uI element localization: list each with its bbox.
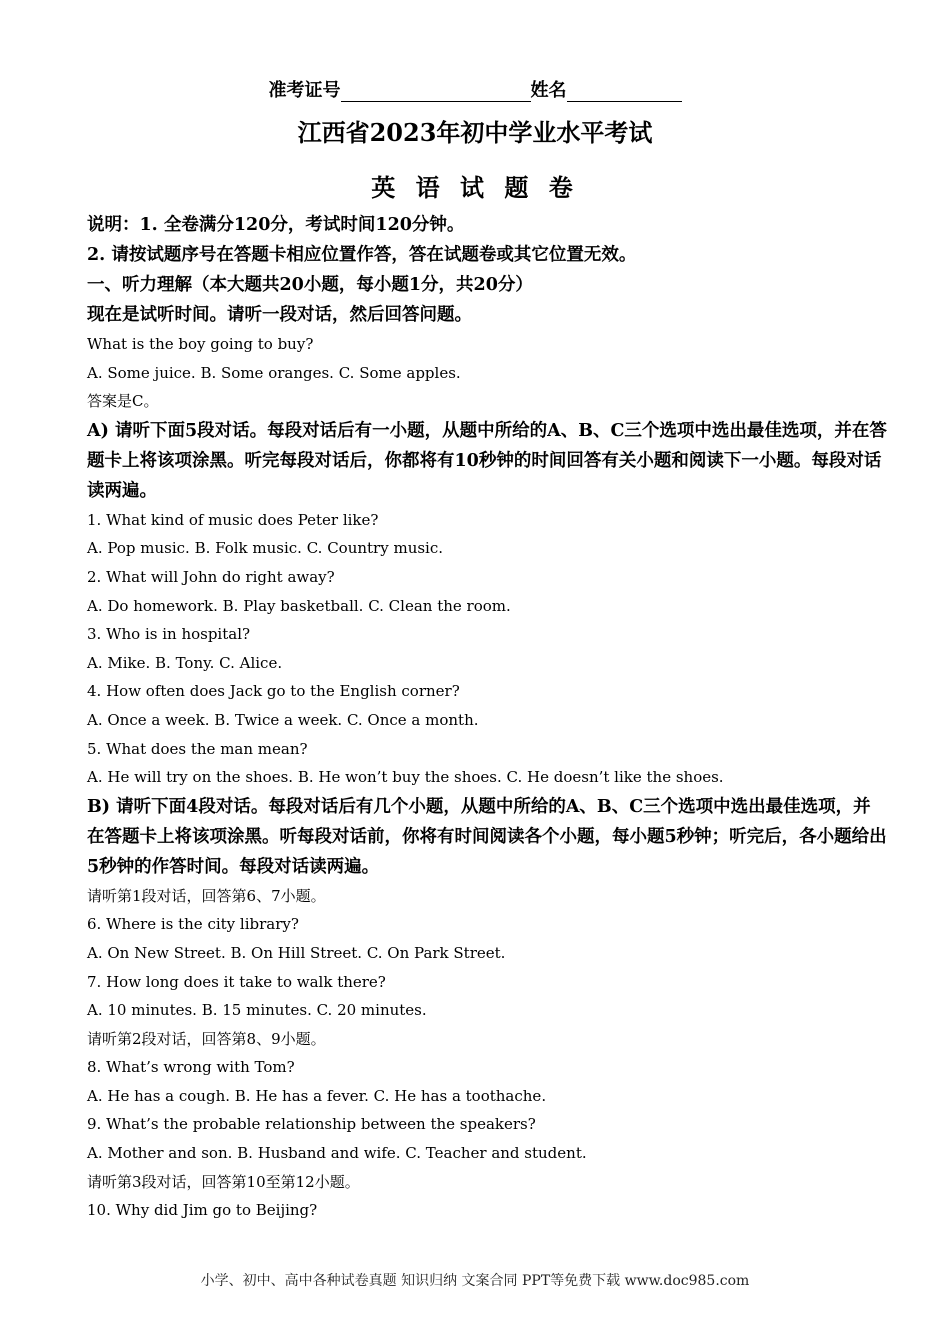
name-label: 姓名 <box>530 80 567 101</box>
text-line: A. Once a week. B. Twice a week. C. Once a month. <box>87 710 479 729</box>
text-line: 4. How often does Jack go to the English corner? <box>87 682 460 701</box>
text-line: 9. What’s the probable relationship between the speakers? <box>87 1115 536 1134</box>
instruction-line: 说明：1. 全卷满分120分，考试时间120分钟。 <box>87 215 465 235</box>
instruction-line: A) 请听下面5段对话。每段对话后有一小题，从题中所给的A、B、C三个选项中选出最佳选项，并在答题卡上将该项涂黑。听完每段对话后，你都将有10秒钟的时间回答有关小题和阅读下一小题。每段对话读两遍。 <box>87 420 887 501</box>
text-line: 1. What kind of music does Peter like? <box>87 510 379 529</box>
text-line: What is the boy going to buy? <box>87 335 314 353</box>
text-line: 3. Who is in hospital? <box>87 625 251 644</box>
text-line: A. 10 minutes. B. 15 minutes. C. 20 minutes. <box>87 1001 427 1020</box>
exam-title: 江西省2023年初中学业水平考试 <box>297 118 653 147</box>
text-line: 5. What does the man mean? <box>87 739 308 758</box>
exam-id-blank <box>341 83 531 102</box>
text-line: A. Mike. B. Tony. C. Alice. <box>87 653 283 672</box>
candidate-info-line <box>0 76 950 102</box>
instruction-line: 一、听力理解（本大题共20小题，每小题1分，共20分） <box>87 275 533 295</box>
text-line: 6. Where is the city library? <box>87 915 299 934</box>
instruction-line: 现在是试听时间。请听一段对话，然后回答问题。 <box>87 305 472 325</box>
text-line: A. Some juice. B. Some oranges. C. Some apples. <box>87 363 461 382</box>
footer-text: 小学、初中、高中各种试卷真题 知识归纳 文案合同 PPT等免费下载 www.doc985.com <box>200 1273 750 1289</box>
text-line: 答案是C。 <box>87 392 159 411</box>
text-line: A. He has a cough. B. He has a fever. C. He has a toothache. <box>87 1086 547 1105</box>
text-line: A. Do homework. B. Play basketball. C. Clean the room. <box>87 596 511 615</box>
exam-content <box>87 210 887 1225</box>
text-line: 8. What’s wrong with Tom? <box>87 1058 295 1077</box>
text-line: 2. What will John do right away? <box>87 567 335 586</box>
text-line: A. He will try on the shoes. B. He won’t buy the shoes. C. He doesn’t like the shoes. <box>87 768 724 787</box>
text-line: 请听第2段对话，回答第8、9小题。 <box>87 1029 326 1048</box>
exam-subtitle: 英 语 试 题 卷 <box>371 173 579 202</box>
instruction-line: B) 请听下面4段对话。每段对话后有几个小题，从题中所给的A、B、C三个选项中选出最佳选项，并在答题卡上将该项涂黑。听每段对话前，你将有时间阅读各个小题，每小题5秒钟；听完后，各小题给出5秒钟的作答时间。每段对话读两遍。 <box>87 796 887 877</box>
text-line: A. On New Street. B. On Hill Street. C. On Park Street. <box>87 943 506 962</box>
name-blank <box>567 83 682 102</box>
text-line: A. Pop music. B. Folk music. C. Country music. <box>87 539 444 558</box>
text-line: 请听第3段对话，回答第10至第12小题。 <box>87 1172 360 1191</box>
text-line: 请听第1段对话，回答第6、7小题。 <box>87 886 326 905</box>
text-line: A. Mother and son. B. Husband and wife. C. Teacher and student. <box>87 1144 587 1163</box>
text-line: 10. Why did Jim go to Beijing? <box>87 1201 318 1220</box>
text-line: 7. How long does it take to walk there? <box>87 972 386 991</box>
instruction-line: 2. 请按试题序号在答题卡相应位置作答，答在试题卷或其它位置无效。 <box>87 245 637 265</box>
exam-id-label: 准考证号 <box>268 80 341 101</box>
